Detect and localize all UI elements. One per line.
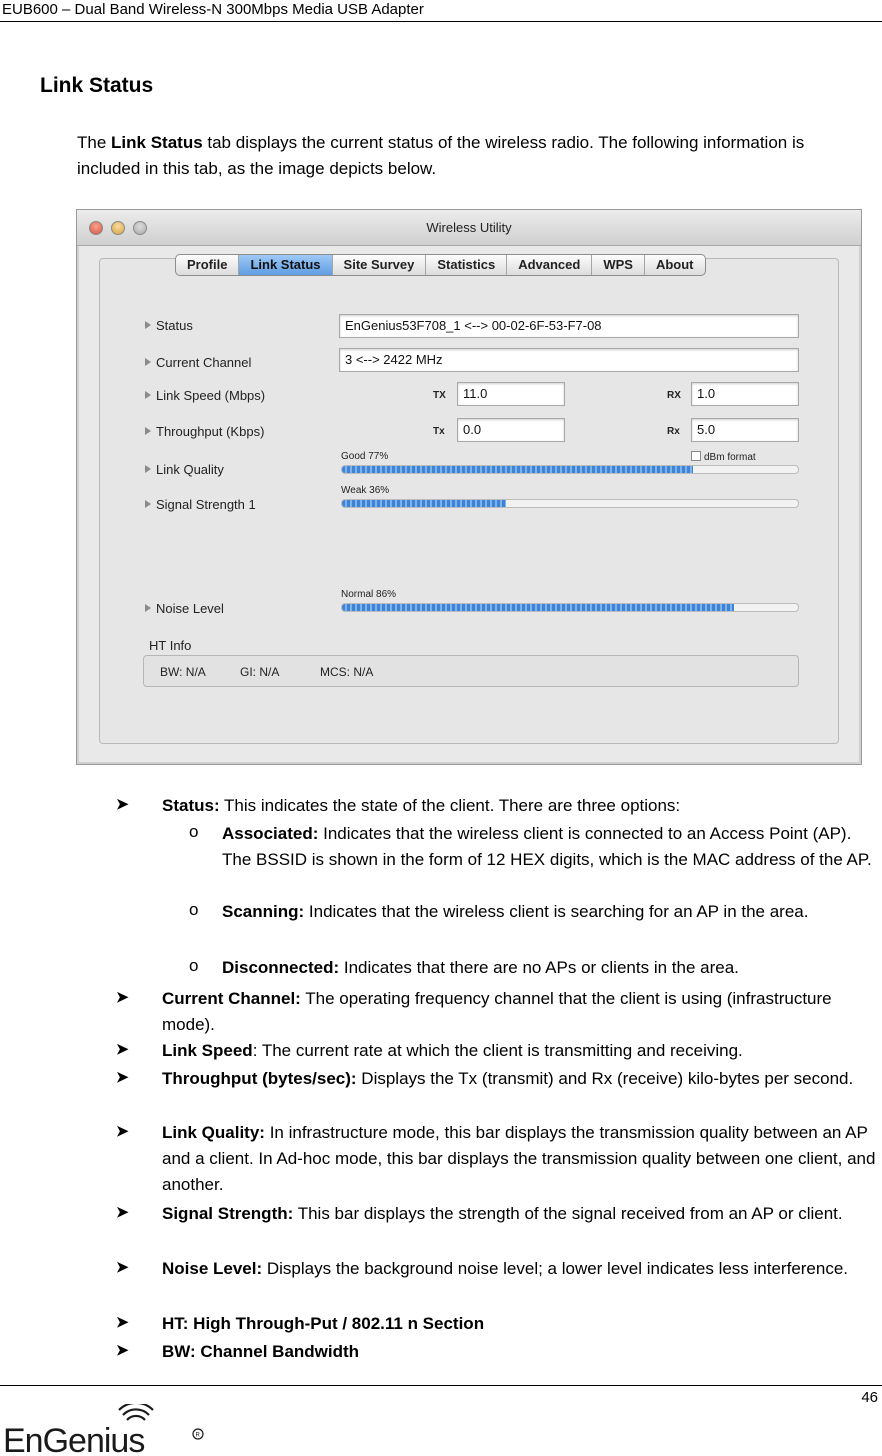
current-channel-label: Current Channel [145, 355, 251, 370]
bullet-arrow-icon: ➤ [116, 1069, 129, 1086]
section-title: Link Status [40, 74, 154, 97]
engenius-logo [3, 1404, 213, 1456]
svg-text:R: R [195, 1432, 200, 1439]
disclosure-triangle-icon [145, 604, 151, 612]
bullet-throughput: Throughput (bytes/sec): Displays the Tx (transmit) and Rx (receive) kilo-bytes per second. [162, 1069, 854, 1088]
bullet-arrow-icon: ➤ [116, 1123, 129, 1140]
sub-bullet-marker: o [189, 822, 199, 841]
ht-bw-value: BW: N/A [160, 665, 206, 679]
noise-level-caption: Normal 86% [341, 589, 397, 600]
disclosure-triangle-icon [145, 500, 151, 508]
wireless-utility-screenshot [76, 209, 862, 765]
noise-level-label: Noise Level [145, 601, 224, 616]
dbm-format-checkbox: dBm format [691, 451, 756, 463]
bullet-noise-level: Noise Level: Displays the background noise level; a lower level indicates less interference. [162, 1259, 849, 1278]
bullet-link-quality: Link Quality: In infrastructure mode, this bar displays the transmission quality between an AP and a client. In Ad-hoc mode, this bar displays the transmission quality between one client, and another. [162, 1123, 876, 1194]
link-quality-label: Link Quality [145, 462, 224, 477]
throughput-tx-field: 0.0 [457, 418, 565, 442]
disclosure-triangle-icon [145, 427, 151, 435]
current-channel-field: 3 <--> 2422 MHz [339, 348, 799, 372]
noise-level-bar [341, 603, 799, 612]
sub-bullet-marker: o [189, 956, 199, 975]
bullet-current-channel: Current Channel: The operating frequency channel that the client is using (infrastructure mode). [162, 989, 832, 1034]
link-speed-rx-label: RX [667, 390, 681, 401]
signal-strength-bar-fill [342, 500, 506, 507]
bullet-arrow-icon: ➤ [116, 1342, 129, 1359]
signal-strength-bar [341, 499, 799, 508]
bullet-arrow-icon: ➤ [116, 1314, 129, 1331]
window-titlebar [77, 210, 861, 246]
link-speed-tx-field: 11.0 [457, 382, 565, 406]
svg-text:EnGenius: EnGenius [3, 1422, 145, 1456]
tab-statistics: Statistics [426, 255, 507, 275]
bullet-arrow-icon: ➤ [116, 989, 129, 1006]
ht-info-label: HT Info [149, 638, 192, 653]
signal-strength-caption: Weak 36% [341, 485, 390, 496]
throughput-label: Throughput (Kbps) [145, 424, 264, 439]
tab-advanced: Advanced [507, 255, 592, 275]
bullet-bw: BW: Channel Bandwidth [162, 1342, 360, 1361]
disclosure-triangle-icon [145, 391, 151, 399]
tab-wps: WPS [592, 255, 645, 275]
status-label: Status [145, 318, 193, 333]
bullet-ht: HT: High Through-Put / 802.11 n Section [162, 1314, 485, 1333]
tab-profile: Profile [176, 255, 239, 275]
link-speed-label: Link Speed (Mbps) [145, 388, 265, 403]
window-title: Wireless Utility [426, 220, 512, 235]
sub-bullet-scanning: Scanning: Indicates that the wireless client is searching for an AP in the area. [222, 902, 809, 921]
ht-info-box [143, 655, 799, 687]
link-quality-bar [341, 465, 799, 474]
status-field: EnGenius53F708_1 <--> 00-02-6F-53-F7-08 [339, 314, 799, 338]
signal-strength-label: Signal Strength 1 [145, 497, 256, 512]
document-header [0, 0, 882, 22]
sub-bullet-marker: o [189, 900, 199, 919]
bullet-link-speed: Link Speed: The current rate at which the client is transmitting and receiving. [162, 1041, 743, 1060]
throughput-rx-label: Rx [667, 426, 680, 437]
ht-mcs-value: MCS: N/A [320, 665, 374, 679]
bullet-status: Status: This indicates the state of the client. There are three options: [162, 796, 681, 815]
disclosure-triangle-icon [145, 321, 151, 329]
sub-bullet-disconnected: Disconnected: Indicates that there are no APs or clients in the area. [222, 958, 739, 977]
throughput-rx-field: 5.0 [691, 418, 799, 442]
page-number: 46 [861, 1389, 878, 1406]
throughput-tx-label: Tx [433, 426, 445, 437]
link-quality-bar-fill [342, 466, 693, 473]
tab-link-status: Link Status [239, 255, 332, 275]
checkbox-icon [691, 451, 701, 461]
bullet-signal-strength: Signal Strength: This bar displays the strength of the signal received from an AP or client. [162, 1204, 843, 1223]
tab-bar [175, 254, 706, 276]
link-speed-rx-field: 1.0 [691, 382, 799, 406]
intro-paragraph: The Link Status tab displays the current status of the wireless radio. The following information is included in this tab, as the image depicts below. [77, 133, 805, 178]
disclosure-triangle-icon [145, 465, 151, 473]
noise-level-bar-fill [342, 604, 734, 611]
link-quality-caption: Good 77% [341, 451, 389, 462]
tab-site-survey: Site Survey [333, 255, 427, 275]
sub-bullet-associated: Associated: Indicates that the wireless client is connected to an Access Point (AP). The BSSID is shown in the form of 12 HEX digits, which is the MAC address of the AP. [222, 824, 872, 869]
bullet-arrow-icon: ➤ [116, 1204, 129, 1221]
ht-gi-value: GI: N/A [240, 665, 280, 679]
disclosure-triangle-icon [145, 358, 151, 366]
document-title: EUB600 – Dual Band Wireless-N 300Mbps Media USB Adapter [2, 1, 424, 18]
footer-divider [0, 1385, 882, 1386]
bullet-arrow-icon: ➤ [116, 796, 129, 813]
bullet-arrow-icon: ➤ [116, 1041, 129, 1058]
tab-about: About [655, 257, 694, 272]
bullet-arrow-icon: ➤ [116, 1259, 129, 1276]
link-speed-tx-label: TX [433, 390, 446, 401]
